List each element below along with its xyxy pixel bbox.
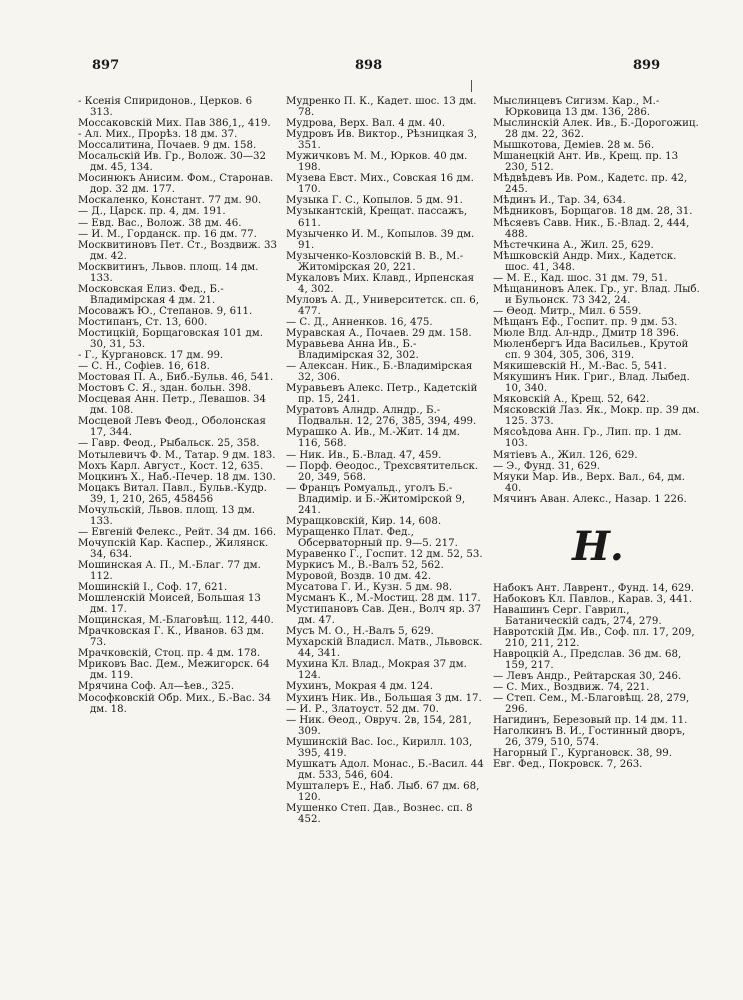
- entry: Моссалитина, Почаев. 9 дм. 158.: [78, 140, 257, 152]
- page-number-center: 898: [355, 58, 383, 73]
- entry: Москвитиновъ Пет. Ст., Воздвиж. 33 дм. 42.: [78, 239, 277, 262]
- entry: Мософковскій Обр. Мих., Б.-Вас. 34 дм. 18.: [78, 692, 272, 715]
- entry: Навротскій Дм. Ив., Соф. пл. 17, 209, 210, 211, 212.: [493, 626, 695, 649]
- entry: Муровой, Воздв. 10 дм. 42.: [286, 571, 431, 583]
- entry: Мѣшковскій Андр. Мих., Кадетск. шос. 41, 348.: [493, 250, 677, 273]
- entry: - Ал. Мих., Прорѣз. 18 дм. 37.: [78, 129, 238, 141]
- entry: Мосцевой Левъ Феод., Оболонская 17, 344.: [78, 416, 266, 439]
- entry: Мюленбергъ Ида Васильев., Крутой сп. 9 304, 305, 306, 319.: [493, 339, 689, 362]
- entry: Мошленскій Моисей, Большая 13 дм. 17.: [78, 593, 261, 616]
- entry: Набокъ Ант. Лаврент., Фунд. 14, 629.: [493, 582, 695, 594]
- entry: — Алексан. Ник., Б.-Владимірская 32, 306.: [286, 361, 473, 384]
- entry: Мосальскій Ив. Гр., Волож. 30—32 дм. 45, 134.: [78, 151, 266, 174]
- entry: Мрачковскій, Стоц. пр. 4 дм. 178.: [78, 648, 261, 660]
- entry: Мушталеръ Е., Наб. Лыб. 67 дм. 68, 120.: [286, 780, 480, 803]
- entry: Мукаловъ Мих. Клавд., Ирпенская 4, 302.: [286, 272, 475, 295]
- entry: Мурашко А. Ив., М.-Жит. 14 дм. 116, 568.: [286, 427, 460, 450]
- entry: — С. Н., Софіев. 16, 618.: [78, 361, 210, 373]
- entry: Мошинскій I., Соф. 17, 621.: [78, 582, 228, 594]
- entry: Музыка Г. С., Копылов. 5 дм. 91.: [286, 195, 463, 207]
- entry: Мячинъ Аван. Алекс., Назар. 1 226.: [493, 493, 687, 505]
- entry: Мѣдниковъ, Борщагов. 18 дм. 28, 31.: [493, 206, 693, 218]
- entry: — Ѳеод. Митр., Мил. 6 559.: [493, 305, 642, 317]
- entry: Мухинъ, Мокрая 4 дм. 124.: [286, 681, 433, 693]
- column-2: [286, 96, 484, 825]
- entry: Мыслинскій Алек. Ив., Б.-Дорогожиц. 28 дм. 22, 362.: [493, 118, 699, 141]
- entry: Музыченко-Козловскій В. В., М.-Житомірская 20, 221.: [286, 250, 464, 273]
- entry: Мясоѣдова Анн. Гр., Лип. пр. 1 дм. 103.: [493, 427, 682, 450]
- entry: — Францъ Ромуальд., уголъ Б.-Владимір. и Б.-Житомірской 9, 241.: [286, 482, 466, 516]
- entry: Мякушинъ Ник. Григ., Влад. Лыбед. 10, 340.: [493, 372, 690, 395]
- entry: Моцкинъ Х., Наб.-Печер. 18 дм. 130.: [78, 471, 276, 483]
- entry: Мятіевъ А., Жил. 126, 629.: [493, 449, 638, 461]
- entry: Музыченко И. М., Копылов. 39 дм. 91.: [286, 228, 475, 251]
- entry: Муравская А., Почаев. 29 дм. 158.: [286, 327, 472, 339]
- entry: Муравьевъ Алекс. Петр., Кадетскій пр. 15, 241.: [286, 383, 478, 406]
- entry: Мѣстечкина А., Жил. 25, 629.: [493, 239, 654, 251]
- entry: Муращковскій, Кир. 14, 608.: [286, 515, 442, 527]
- entry: Мшанецкій Ант. Ив., Крещ. пр. 13 230, 512.: [493, 151, 679, 174]
- entry: — Евд. Вас., Волож. 38 дм. 46.: [78, 217, 242, 229]
- entry: Мусъ М. О., Н.-Валъ 5, 629.: [286, 626, 434, 638]
- entry: Мудренко П. К., Кадет. шос. 13 дм. 78.: [286, 96, 477, 119]
- entry: Мухарскій Владисл. Матв., Львовск. 44, 341.: [286, 637, 483, 660]
- entry: — Левъ Андр., Рейтарская 30, 246.: [493, 671, 682, 683]
- entry: Музева Евст. Мих., Совская 16 дм. 170.: [286, 173, 474, 196]
- entry: Навашинъ Серг. Гаврил., Батаническій садъ, 274, 279.: [493, 604, 662, 627]
- entry: Муркисъ М., В.-Валъ 52, 562.: [286, 559, 444, 571]
- entry: Муравьева Анна Ив., Б.-Владимірская 32, 302.: [286, 339, 419, 362]
- entry: Мрячина Соф. Ал—ѣев., 325.: [78, 681, 235, 693]
- entry: Москвитинъ, Львов. площ. 14 дм. 133.: [78, 261, 259, 284]
- entry: Мѣщанъ Еф., Госпит. пр. 9 дм. 53.: [493, 316, 678, 328]
- entry: — С. Мих., Воздвиж. 74, 221.: [493, 682, 650, 694]
- entry: Мриковъ Вас. Дем., Межигорск. 64 дм. 119.: [78, 659, 270, 682]
- column-1: [78, 96, 278, 715]
- entry: Мыслинцевъ Сигизм. Кар., М.-Юрковица 13 дм. 136, 286.: [493, 96, 660, 119]
- entry: Мѣдвѣдевъ Ив. Ром., Кадетс. пр. 42, 245.: [493, 173, 688, 196]
- entry: Мочульскій, Львов. площ. 13 дм. 133.: [78, 504, 256, 527]
- entry: Мошинская А. П., М.-Благ. 77 дм. 112.: [78, 559, 261, 583]
- entry: — И. Р., Златоуст. 52 дм. 70.: [286, 703, 439, 715]
- page-number-right: 899: [633, 58, 661, 73]
- entry: Мѣсяевъ Савв. Ник., Б.-Влад. 2, 444, 488.: [493, 217, 690, 240]
- entry: Московская Елиз. Фед., Б.-Владимірская 4 дм. 21.: [78, 283, 224, 306]
- entry: Мочупскій Кар. Каспер., Жилянск. 34, 634.: [78, 537, 269, 560]
- entry: — Ник. Ѳеод., Овруч. 2в, 154, 281, 309.: [286, 714, 472, 737]
- entry: Нагидинъ, Березовый пр. 14 дм. 11.: [493, 715, 688, 727]
- entry: Мяковскій А., Крещ. 52, 642.: [493, 394, 650, 406]
- entry: Мрачковская Г. К., Иванов. 63 дм. 73.: [78, 626, 265, 649]
- entry: Муратовъ Алндр. Алндр., Б.-Подвальн. 12, 276, 385, 394, 499.: [286, 405, 477, 428]
- column-3: [493, 96, 703, 771]
- entry: Мужичковъ М. М., Юрков. 40 дм. 198.: [286, 151, 468, 174]
- entry: Мышкотова, Деміев. 28 м. 56.: [493, 140, 655, 152]
- entry: Музыкантскій, Крещат. пассажъ, 611.: [286, 206, 468, 229]
- entry: Муращенко Плат. Фед., Обсерваторный пр. 9—5. 217.: [286, 526, 458, 549]
- entry: Муловъ А. Д., Университетск. сп. 6, 477.: [286, 294, 479, 317]
- entry: Мюле Влд. Ал-ндр., Дмитр 18 396.: [493, 327, 679, 339]
- entry: Мусманъ К., М.-Мостиц. 28 дм. 117.: [286, 593, 481, 605]
- entry: Мухинъ Ник. Ив., Большая 3 дм. 17.: [286, 692, 482, 704]
- entry: Навроцкій А., Предслав. 36 дм. 68, 159, 217.: [493, 649, 682, 672]
- entry: — С. Д., Анненков. 16, 475.: [286, 316, 433, 328]
- entry: — Степ. Сем., М.-Благовѣщ. 28, 279, 296.: [493, 693, 690, 716]
- entry: - Г., Кургановск. 17 дм. 99.: [78, 350, 224, 362]
- entry: Мостовая П. А., Биб.-Бульв. 46, 541.: [78, 372, 274, 384]
- section-letter-heading: Н.: [572, 522, 624, 570]
- entry: Евг. Фед., Покровск. 7, 263.: [493, 759, 643, 771]
- entry: — Порф. Ѳеодос., Трехсвятительск. 20, 349, 568.: [286, 460, 479, 483]
- entry: Мякишевскій Н., М.-Вас. 5, 541.: [493, 361, 667, 373]
- page-number-left: 897: [92, 58, 120, 73]
- entry: Моцакъ Витал. Павл., Бульв.-Кудр. 39, 1, 210, 265, 458456: [78, 482, 267, 505]
- entry: Муравенко Г., Госпит. 12 дм. 52, 53.: [286, 548, 483, 560]
- column-divider-mark: [471, 80, 472, 92]
- entry: — М. Е., Кад. шос. 31 дм. 79, 51.: [493, 272, 668, 284]
- entry: Москаленко, Констант. 77 дм. 90.: [78, 195, 262, 207]
- entry: Мохъ Карл. Август., Кост. 12, 635.: [78, 460, 264, 472]
- entry: — Евгеній Фелекс., Рейт. 34 дм. 166.: [78, 526, 277, 538]
- entry: Мотылевичъ Ф. М., Татар. 9 дм. 183.: [78, 449, 276, 461]
- entry: — Д., Царск. пр. 4, дм. 191.: [78, 206, 226, 218]
- entry: Моссаковскій Мих. Пав 386,1,, 419.: [78, 118, 271, 130]
- entry: Мудрова, Верх. Вал. 4 дм. 40.: [286, 118, 446, 130]
- entry: Мѣдинъ И., Тар. 34, 634.: [493, 195, 626, 207]
- entry: Мостовъ С. Я., здан. больн. 398.: [78, 383, 252, 395]
- entry: Мусатова Г. И., Кузн. 5 дм. 98.: [286, 582, 453, 594]
- entry: Набоковъ Кл. Павлов., Карав. 3, 441.: [493, 593, 693, 605]
- entry: Мяуки Мар. Ив., Верх. Вал., 64, дм. 40.: [493, 471, 685, 494]
- entry: — Э., Фунд. 31, 629.: [493, 460, 601, 472]
- entry: Мустипановъ Сав. Ден., Волч яр. 37 дм. 47.: [286, 604, 482, 627]
- entry: Мушинскій Вас. Іос., Кирилл. 103, 395, 419.: [286, 736, 473, 759]
- entry: Мостипанъ, Ст. 13, 600.: [78, 316, 208, 328]
- entry: Мосинюкъ Анисим. Фом., Старонав. дор. 32 дм. 177.: [78, 173, 274, 196]
- entry: Мостицкій, Борщаговская 101 дм. 30, 31, 53.: [78, 327, 263, 351]
- entry: — Гавр. Феод., Рыбальск. 25, 358.: [78, 438, 260, 450]
- entry: Мясковскій Лаз. Як., Мокр. пр. 39 дм. 125. 373.: [493, 405, 700, 428]
- entry: Мосцевая Анн. Петр., Левашов. 34 дм. 108.: [78, 394, 267, 417]
- entry: Мушкатъ Адол. Монас., Б.-Васил. 44 дм. 533, 546, 604.: [286, 758, 484, 781]
- entry: Наголкинъ В. И., Гостинный дворъ, 26, 379, 510, 574.: [493, 726, 686, 749]
- entry: Мушенко Степ. Дав., Вознес. сп. 8 452.: [286, 803, 473, 826]
- entry: Нагорный Г., Кургановск. 38, 99.: [493, 748, 672, 760]
- entry: Мухина Кл. Влад., Мокрая 37 дм. 124.: [286, 659, 467, 682]
- entry: Мѣщаниновъ Алек. Гр., уг. Влад. Лыб. и Бульонск. 73 342, 24.: [493, 283, 700, 306]
- entry: Мощинская, М.-Благовѣщ. 112, 440.: [78, 615, 274, 627]
- entry: - Ксенія Спиридонов., Церков. 6 313.: [78, 96, 253, 119]
- entry: Мосоважъ Ю., Степанов. 9, 611.: [78, 305, 253, 317]
- entry: — И. М., Горданск. пр. 16 дм. 77.: [78, 228, 257, 240]
- entry: Мудровъ Ив. Виктор., Рѣзницкая 3, 351.: [286, 129, 478, 152]
- entry: — Ник. Ив., Б.-Влад. 47, 459.: [286, 449, 442, 461]
